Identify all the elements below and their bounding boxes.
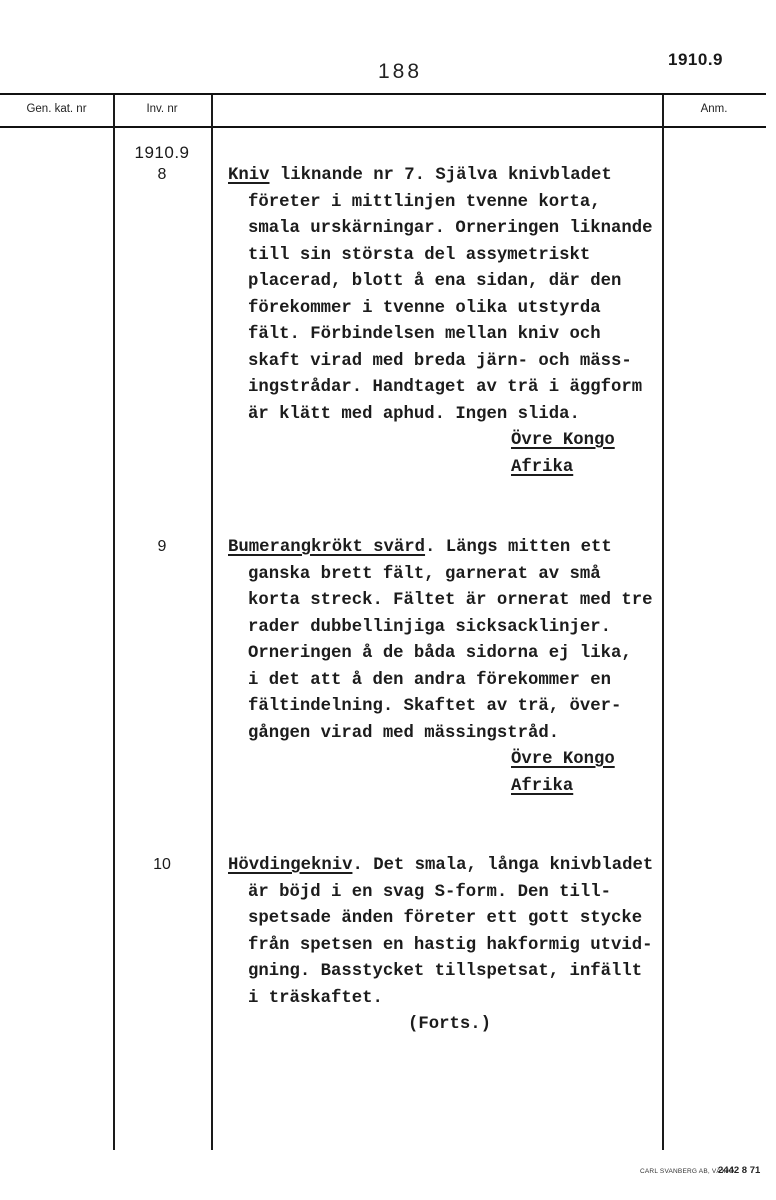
column-header-anm: Anm. <box>700 103 728 115</box>
entry-text-line: korta streck. Fältet är ornerat med tre <box>248 591 653 610</box>
entry-text-line: . Längs mitten ett <box>425 538 612 557</box>
inventory-number: 8 <box>157 166 167 183</box>
entry-text-line: företer i mittlinjen tvenne korta, <box>248 192 601 212</box>
catalog-entry <box>228 163 668 481</box>
entry-text-line: från spetsen en hastig hakformig utvid- <box>248 935 653 955</box>
entry-text-line: ingstrådar. Handtaget av trä i äggform <box>248 378 643 397</box>
origin-continent <box>228 774 668 801</box>
form-code: 2442 8 71 <box>718 1165 761 1176</box>
origin-continent-text: Afrika <box>511 776 574 796</box>
entry-text-line: . Det smala, långa knivbladet <box>352 856 654 875</box>
origin-continent <box>228 455 668 482</box>
column-divider-gen-inv <box>113 95 115 1150</box>
entry-first-line <box>228 535 668 562</box>
entry-text-line: placerad, blott å ena sidan, där den <box>248 272 622 291</box>
entry-text-line: i det att å den andra förekommer en <box>248 670 611 690</box>
inventory-year: 1910.9 <box>134 143 190 162</box>
column-header-gen-kat-nr: Gen. kat. nr <box>26 103 87 115</box>
origin-region-text: Övre Kongo <box>511 431 615 450</box>
origin-region-text: Övre Kongo <box>511 750 615 769</box>
entry-text-line: rader dubbellinjiga sicksacklinjer. <box>248 617 611 637</box>
entry-text-line: gning. Basstycket tillspetsat, infällt <box>248 962 643 981</box>
entry-text-line: skaft virad med breda järn- och mäss- <box>248 351 632 371</box>
entry-text-line: förekommer i tvenne olika utstyrda <box>248 298 601 318</box>
entry-text-line: ganska brett fält, garnerat av små <box>248 564 601 584</box>
entry-text-line: till sin största del assymetriskt <box>248 245 591 265</box>
column-header-inv-nr: Inv. nr <box>146 103 178 115</box>
catalog-entry <box>228 535 668 800</box>
inventory-number: 10 <box>153 856 171 873</box>
entry-text-line: är klätt med aphud. Ingen slida. <box>248 404 580 424</box>
entry-text-line: spetsade änden företer ett gott stycke <box>248 909 643 928</box>
inventory-number: 9 <box>157 538 167 555</box>
entry-text-line: i träskaftet. <box>248 988 383 1008</box>
entry-text-line: fält. Förbindelsen mellan kniv och <box>248 325 601 344</box>
page-number: 188 <box>378 60 423 83</box>
continued-note: (Forts.) <box>408 1015 491 1034</box>
origin-region <box>228 747 668 774</box>
entry-text-line: är böjd i en svag S-form. Den till- <box>248 882 611 902</box>
origin-continent-text: Afrika <box>511 457 574 477</box>
origin-region <box>228 428 668 455</box>
entry-first-line <box>228 163 668 190</box>
entry-title: Kniv <box>228 166 270 185</box>
entry-first-line <box>228 853 668 880</box>
table-header-rule <box>0 126 766 128</box>
entry-text-line: Orneringen å de båda sidorna ej lika, <box>248 644 632 663</box>
catalog-id: 1910.9 <box>668 50 723 69</box>
printer-imprint: CARL SVANBERG AB, VÄXJÖ <box>640 1168 735 1175</box>
entry-title: Bumerangkrökt svärd <box>228 538 426 557</box>
table-top-rule <box>0 93 766 95</box>
entry-title: Hövdingekniv <box>228 856 353 875</box>
catalog-entry <box>228 853 668 1039</box>
entry-text-line: fältindelning. Skaftet av trä, över- <box>248 697 622 716</box>
column-divider-inv-text <box>211 95 213 1150</box>
entry-text-line: liknande nr 7. Själva knivbladet <box>269 166 612 185</box>
entry-text-line: smala urskärningar. Orneringen liknande <box>248 219 653 238</box>
entry-text-line: gången virad med mässingstråd. <box>248 723 560 743</box>
